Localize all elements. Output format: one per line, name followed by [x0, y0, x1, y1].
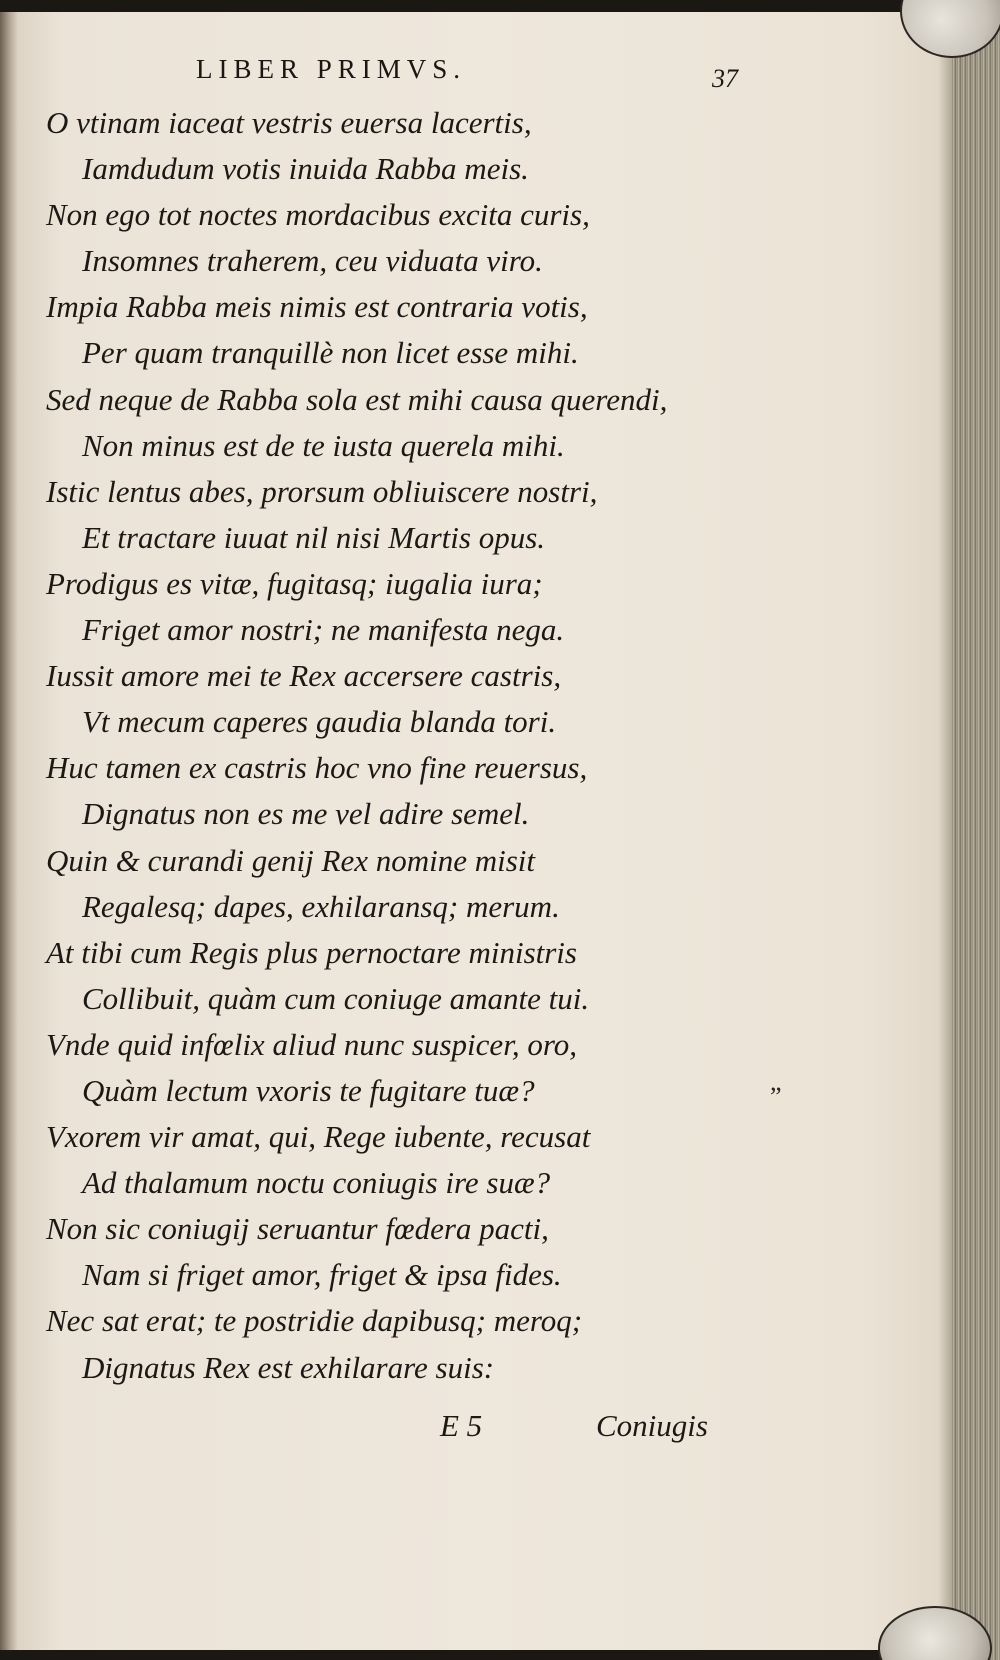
margin-quotation-mark: ”	[770, 1082, 782, 1111]
page-number: 37	[712, 64, 738, 93]
verse-line: Dignatus non es me vel adire semel.	[82, 796, 530, 832]
verse-line: Et tractare iuuat nil nisi Martis opus.	[82, 519, 546, 555]
verse-line: O vtinam iaceat vestris euersa lacertis,	[46, 105, 532, 140]
verse-line: Vnde quid infœlix aliud nunc suspicer, oro,	[46, 1026, 577, 1062]
verse-line: Istic lentus abes, prorsum obliuiscere nostri,	[46, 473, 598, 509]
catchword: Coniugis	[596, 1408, 708, 1443]
fore-edge-pages	[952, 0, 1000, 1660]
verse-block	[0, 100, 950, 1391]
verse-line: Iamdudum votis inuida Rabba meis.	[82, 151, 529, 187]
verse-line: Quin & curandi genij Rex nomine misit	[46, 842, 536, 878]
verse-line: Vxorem vir amat, qui, Rege iubente, recusat	[46, 1119, 591, 1155]
verse-line: Nec sat erat; te postridie dapibusq; meroq;	[46, 1303, 583, 1339]
verse-line: Non ego tot noctes mordacibus excita curis,	[46, 197, 590, 233]
running-title: LIBER PRIMVS.	[196, 54, 467, 84]
verse-line: Huc tamen ex castris hoc vno fine reuersus,	[46, 750, 588, 786]
verse-line: Vt mecum caperes gaudia blanda tori.	[82, 704, 557, 740]
verse-line: Friget amor nostri; ne manifesta nega.	[82, 612, 565, 648]
verse-line: Ad thalamum noctu coniugis ire suæ?	[82, 1165, 551, 1201]
verse-line: Collibuit, quàm cum coniuge amante tui.	[82, 980, 590, 1016]
signature-mark: E 5	[440, 1408, 483, 1443]
verse-line: Nam si friget amor, friget & ipsa fides.	[82, 1257, 562, 1293]
verse-line: Iussit amore mei te Rex accersere castris,	[46, 658, 562, 694]
verse-line: Sed neque de Rabba sola est mihi causa querendi,	[46, 381, 668, 417]
verse-line: Insomnes traherem, ceu viduata viro.	[82, 243, 543, 279]
verse-line: Quàm lectum vxoris te fugitare tuæ?	[82, 1072, 535, 1108]
verse-line: At tibi cum Regis plus pernoctare ministris	[46, 934, 577, 970]
verse-line: Regalesq; dapes, exhilaransq; merum.	[82, 888, 560, 924]
verse-line: Prodigus es vitæ, fugitasq; iugalia iura;	[46, 565, 543, 601]
verse-line: Dignatus Rex est exhilarare suis:	[82, 1349, 495, 1385]
verse-line: Per quam tranquillè non licet esse mihi.	[82, 335, 579, 371]
verse-line: Impia Rabba meis nimis est contraria votis,	[46, 289, 588, 325]
verse-line: Non sic coniugij seruantur fœdera pacti,	[46, 1211, 549, 1247]
verse-line: Non minus est de te iusta querela mihi.	[82, 427, 565, 463]
